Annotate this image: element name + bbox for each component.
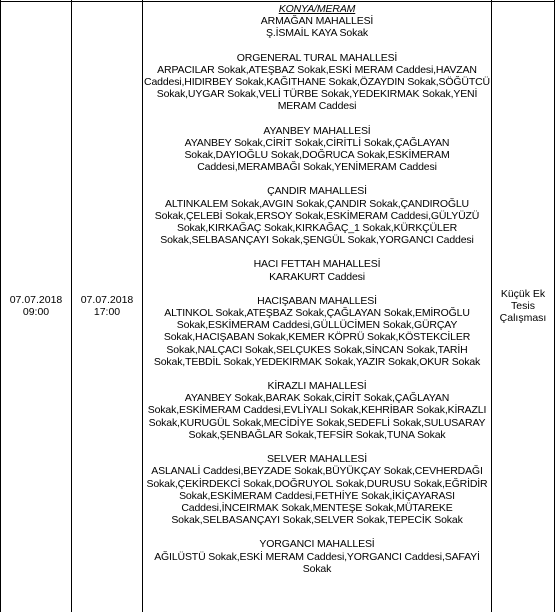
street-line: KARAKURT Caddesi — [269, 270, 365, 283]
neighborhood-list — [144, 15, 490, 575]
reason-line: Tesis — [511, 300, 535, 312]
street-line: Sokak,SELBASANÇAYI Sokak,SELVER Sokak,TEPECİK Sokak — [171, 514, 463, 527]
section-gap — [144, 40, 490, 52]
neighborhood-name: AYANBEY MAHALLESİ — [263, 124, 371, 137]
neighborhood-name: ÇANDIR MAHALLESİ — [267, 185, 367, 198]
neighborhood-block — [144, 185, 490, 246]
section-gap — [144, 441, 490, 453]
street-line: ALTINKOL Sokak,ATEŞBAZ Sokak,ÇAĞLAYAN Sokak,EMİROĞLU — [164, 307, 470, 320]
street-line: ARPACILAR Sokak,ATEŞBAZ Sokak,ESKİ MERAM Caddesi,HAVZAN — [157, 63, 477, 76]
street-line: ALTINKALEM Sokak,AVGIN Sokak,ÇANDIR Sokak,ÇANDIROĞLU — [165, 197, 469, 210]
street-line: Sokak,NALÇACI Sokak,SELÇUKES Sokak,SİNCAN Sokak,TARİH — [166, 343, 468, 356]
street-line: Sokak,KIRKAĞAÇ Sokak,KIRKAĞAÇ_1 Sokak,KÜRKÇÜLER — [176, 222, 458, 235]
street-line: Sokak,DAYIOĞLU Sokak,DOĞRUCA Sokak,ESKİMERAM — [184, 149, 450, 162]
start-date: 07.07.2018 — [9, 294, 63, 306]
section-gap — [144, 246, 490, 258]
street-line: AYANBEY Sokak,CİRİT Sokak,CİRİTLİ Sokak,ÇAĞLAYAN — [184, 136, 450, 149]
street-line: Sokak,TEBDİL Sokak,YEDEKIRMAK Sokak,YAZIR Sokak,OKUR Sokak — [153, 355, 481, 368]
street-line: AYANBEY Sokak,BARAK Sokak,CİRİT Sokak,ÇAĞLAYAN — [184, 392, 450, 405]
section-gap — [144, 283, 490, 295]
neighborhood-block — [144, 380, 490, 441]
neighborhood-name: KİRAZLI MAHALLESİ — [267, 380, 367, 393]
start-datetime-cell — [1, 0, 71, 612]
street-line: Sokak,ŞENBAĞLAR Sokak,TEFSİR Sokak,TUNA Sokak — [188, 428, 446, 441]
neighborhood-block — [144, 15, 490, 39]
street-line: Sokak — [302, 562, 332, 575]
street-line: AĞILÜSTÜ Sokak,ESKİ MERAM Caddesi,YORGANCI Caddesi,SAFAYİ — [154, 550, 480, 563]
street-line: Sokak,ÇEKİRDEKCİ Sokak,DOĞRUYOL Sokak,DURUSU Sokak,EĞRİDİR — [146, 477, 488, 490]
street-line: ASLANALİ Caddesi,BEYZADE Sokak,BÜYÜKÇAY Sokak,CEVHERDAĞI — [151, 465, 483, 478]
neighborhood-name: ORGENERAL TURAL MAHALLESİ — [236, 51, 398, 64]
street-line: Sokak,HACIŞABAN Sokak,KEMER KÖPRÜ Sokak,KÖSTEKCİLER — [163, 331, 471, 344]
street-line: MERAM Caddesi — [277, 100, 357, 113]
neighborhood-name: SELVER MAHALLESİ — [266, 453, 368, 466]
street-line: Sokak,UYGAR Sokak,VELİ TÜRBE Sokak,YEDEKIRMAK Sokak,YENİ — [156, 88, 478, 101]
street-line: Sokak,ESKİMERAM Caddesi,EVLİYALI Sokak,KEHRİBAR Sokak,KİRAZLI — [147, 404, 487, 417]
street-line: Caddesi,MERAMBAĞI Sokak,YENİMERAM Caddesi — [197, 161, 437, 174]
street-line: Sokak,KURUGÜL Sokak,MECİDİYE Sokak,SEDEFLİ Sokak,SULUSARAY — [148, 416, 486, 429]
reason-line: Çalışması — [499, 312, 547, 324]
region-title: KONYA/MERAM — [278, 3, 356, 15]
neighborhood-name: HACI FETTAH MAHALLESİ — [253, 258, 381, 271]
section-gap — [144, 173, 490, 185]
neighborhood-block — [144, 125, 490, 174]
street-line: Sokak,ESKİMERAM Caddesi,GÜLLÜCİMEN Sokak,GÜRÇAY — [176, 319, 458, 332]
street-line: Ş.İSMAİL KAYA Sokak — [265, 27, 368, 40]
section-gap — [144, 113, 490, 125]
start-time: 09:00 — [22, 306, 50, 318]
street-line: Caddesi,HIDIRBEY Sokak,KAĞITHANE Sokak,ÖZAYDIN Sokak,SÖĞÜTCÜ — [144, 76, 490, 89]
reason-cell — [492, 0, 554, 612]
street-line: Sokak,SELBASANÇAYI Sokak,ŞENGÜL Sokak,YORGANCI Caddesi — [160, 234, 474, 247]
affected-streets-cell — [144, 3, 490, 575]
neighborhood-block — [144, 538, 490, 575]
end-date: 07.07.2018 — [80, 294, 134, 306]
neighborhood-block — [144, 52, 490, 113]
neighborhood-name: YORGANCI MAHALLESİ — [259, 538, 375, 551]
section-gap — [144, 368, 490, 380]
section-gap — [144, 526, 490, 538]
neighborhood-block — [144, 258, 490, 282]
reason-line: Küçük Ek — [500, 288, 546, 300]
neighborhood-block — [144, 453, 490, 526]
column-border-2 — [142, 0, 143, 612]
end-datetime-cell — [72, 0, 142, 612]
street-line: Sokak,ESKİMERAM Caddesi,FETHİYE Sokak,İKİÇAYARASI — [179, 489, 455, 502]
neighborhood-name: HACIŞABAN MAHALLESİ — [257, 294, 377, 307]
street-line: Caddesi,İNCEIRMAK Sokak,MENTEŞE Sokak,MÜTAREKE — [181, 501, 453, 514]
street-line: Sokak,ÇELEBİ Sokak,ERSOY Sokak,ESKİMERAM Caddesi,GÜLYÜZÜ — [154, 209, 480, 222]
neighborhood-name: ARMAĞAN MAHALLESİ — [260, 15, 374, 28]
end-time: 17:00 — [93, 306, 121, 318]
neighborhood-block — [144, 295, 490, 368]
